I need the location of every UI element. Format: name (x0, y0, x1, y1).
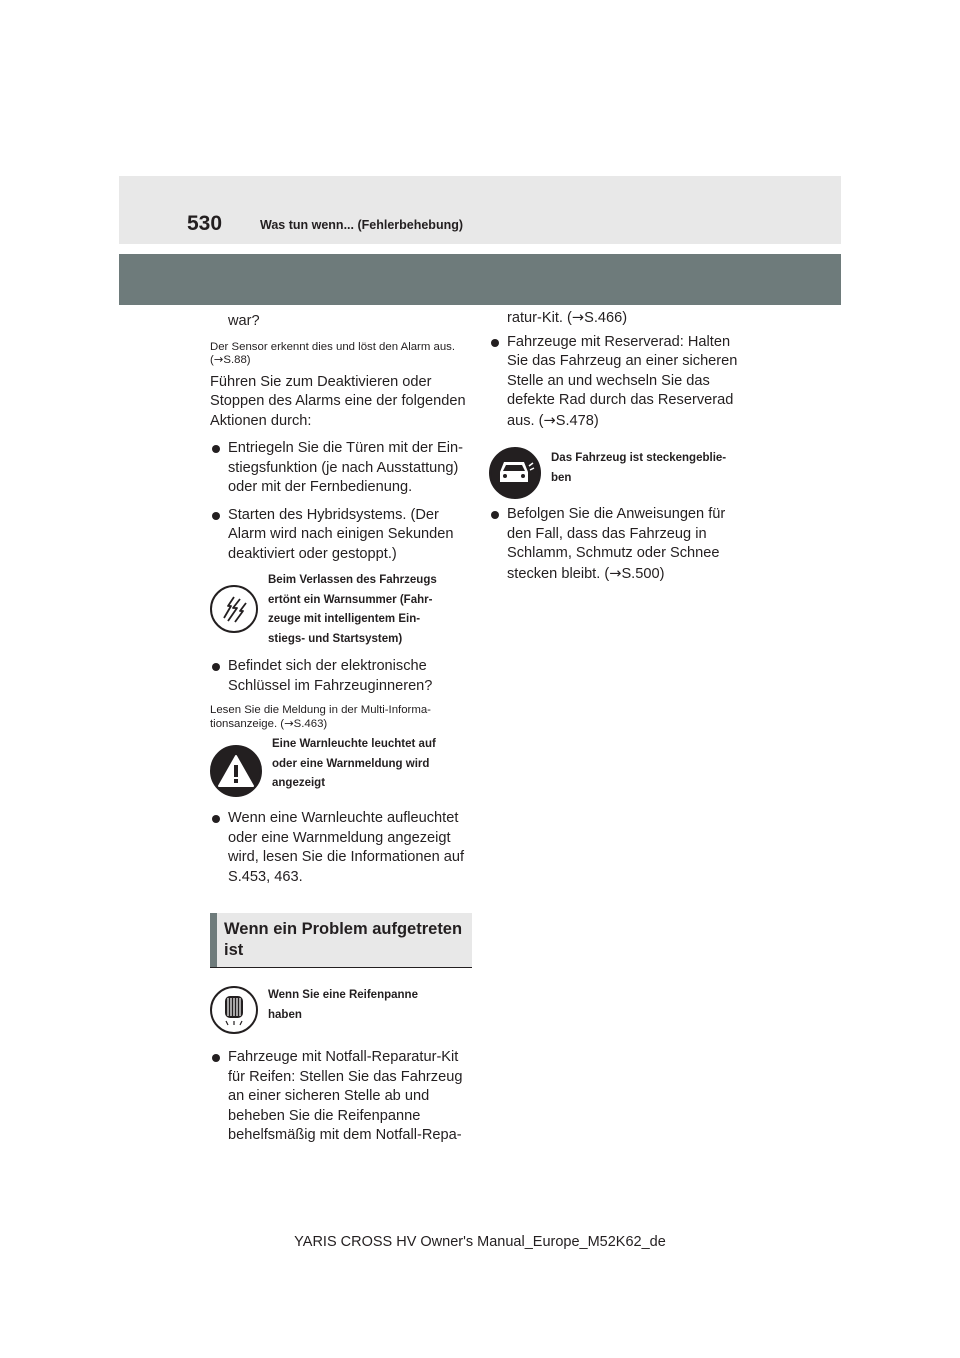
page-ref-link[interactable]: S.88 (223, 354, 247, 366)
list-item: Starten des Hybridsystems. (Der Alarm wird nach einigen Sekunden deaktiviert oder gestoppt.) (210, 506, 472, 565)
list-item: Befindet sich der elektronische Schlüssel im Fahrzeuginneren? (210, 657, 472, 696)
paragraph-continued: ratur-Kit. (→S.466) (507, 309, 628, 326)
icon-heading-tire (210, 986, 472, 1034)
list-item: Entriegeln Sie die Türen mit der Ein-stiegsfunktion (je nach Ausstattung) oder mit der Fernbedienung. (210, 439, 472, 498)
note-multi-info: Lesen Sie die Meldung in der Multi-Informa-tionsanzeige. (→S.463) (210, 704, 431, 730)
header-band (119, 176, 841, 244)
note-sensor: Der Sensor erkennt dies und löst den Alarm aus. (→S.88) (210, 340, 456, 366)
footer-manual-title: YARIS CROSS HV Owner's Manual_Europe_M52K62_de (294, 1234, 666, 1250)
icon-heading-label: Eine Warnleuchte leuchtet auf oder eine Warnmeldung wird angezeigt (272, 738, 436, 789)
header-dark-band (119, 254, 841, 305)
alarm-sensor-icon (210, 585, 258, 633)
page-number: 530 (187, 212, 223, 235)
flat-tire-icon (210, 986, 258, 1034)
stuck-vehicle-icon (489, 447, 541, 499)
page-ref-link[interactable]: S.466 (584, 310, 623, 326)
page-ref-link[interactable]: S.463 (293, 717, 324, 730)
icon-heading-label: Das Fahrzeug ist steckengeblie- ben (551, 452, 727, 484)
page-ref-link[interactable]: S.478 (555, 412, 594, 429)
section-heading: Wenn ein Problem aufgetreten ist (210, 913, 472, 968)
icon-heading-label: Wenn Sie eine Reifenpanne haben (268, 989, 418, 1021)
icon-heading-warning (210, 735, 472, 797)
icon-heading-stuck (489, 447, 751, 499)
list-item: Wenn eine Warnleuchte aufleuchtet oder eine Warnmeldung angezeigt wird, lesen Sie die Informationen auf S.453, 463. (210, 809, 472, 887)
chapter-title: Was tun wenn... (Fehlerbehebung) (260, 218, 464, 232)
icon-heading-label: Beim Verlassen des Fahrzeugs ertönt ein Warnsummer (Fahr- zeuge mit intelligentem Ein- stiegs- und Startsystem) (268, 574, 437, 645)
page-ref-link[interactable]: S.500 (621, 565, 660, 582)
left-column (210, 308, 472, 1146)
warning-triangle-icon (210, 745, 262, 797)
icon-heading-alarm (210, 571, 472, 649)
list-item: Fahrzeuge mit Notfall-Reparatur-Kit für Reifen: Stellen Sie das Fahrzeug an einer sicheren Stelle ab und beheben Sie die Reifenpanne behelfsmäßig mit dem Notfall-Repa- (210, 1048, 472, 1146)
list-item: Fahrzeuge mit Reserverad: Halten Sie das Fahrzeug an einer sicheren Stelle an und wechseln Sie das defekte Rad durch das Reserverad aus. (→S.478) (489, 333, 751, 432)
paragraph-continued: war? (228, 313, 260, 329)
list-item: Befolgen Sie die Anweisungen für den Fall, dass das Fahrzeug in Schlamm, Schmutz oder Schnee stecken bleibt. (→S.500) (489, 505, 751, 584)
right-column (489, 308, 751, 584)
paragraph-instructions: Führen Sie zum Deaktivieren oder Stoppen des Alarms eine der folgenden Aktionen durch: (210, 373, 466, 429)
